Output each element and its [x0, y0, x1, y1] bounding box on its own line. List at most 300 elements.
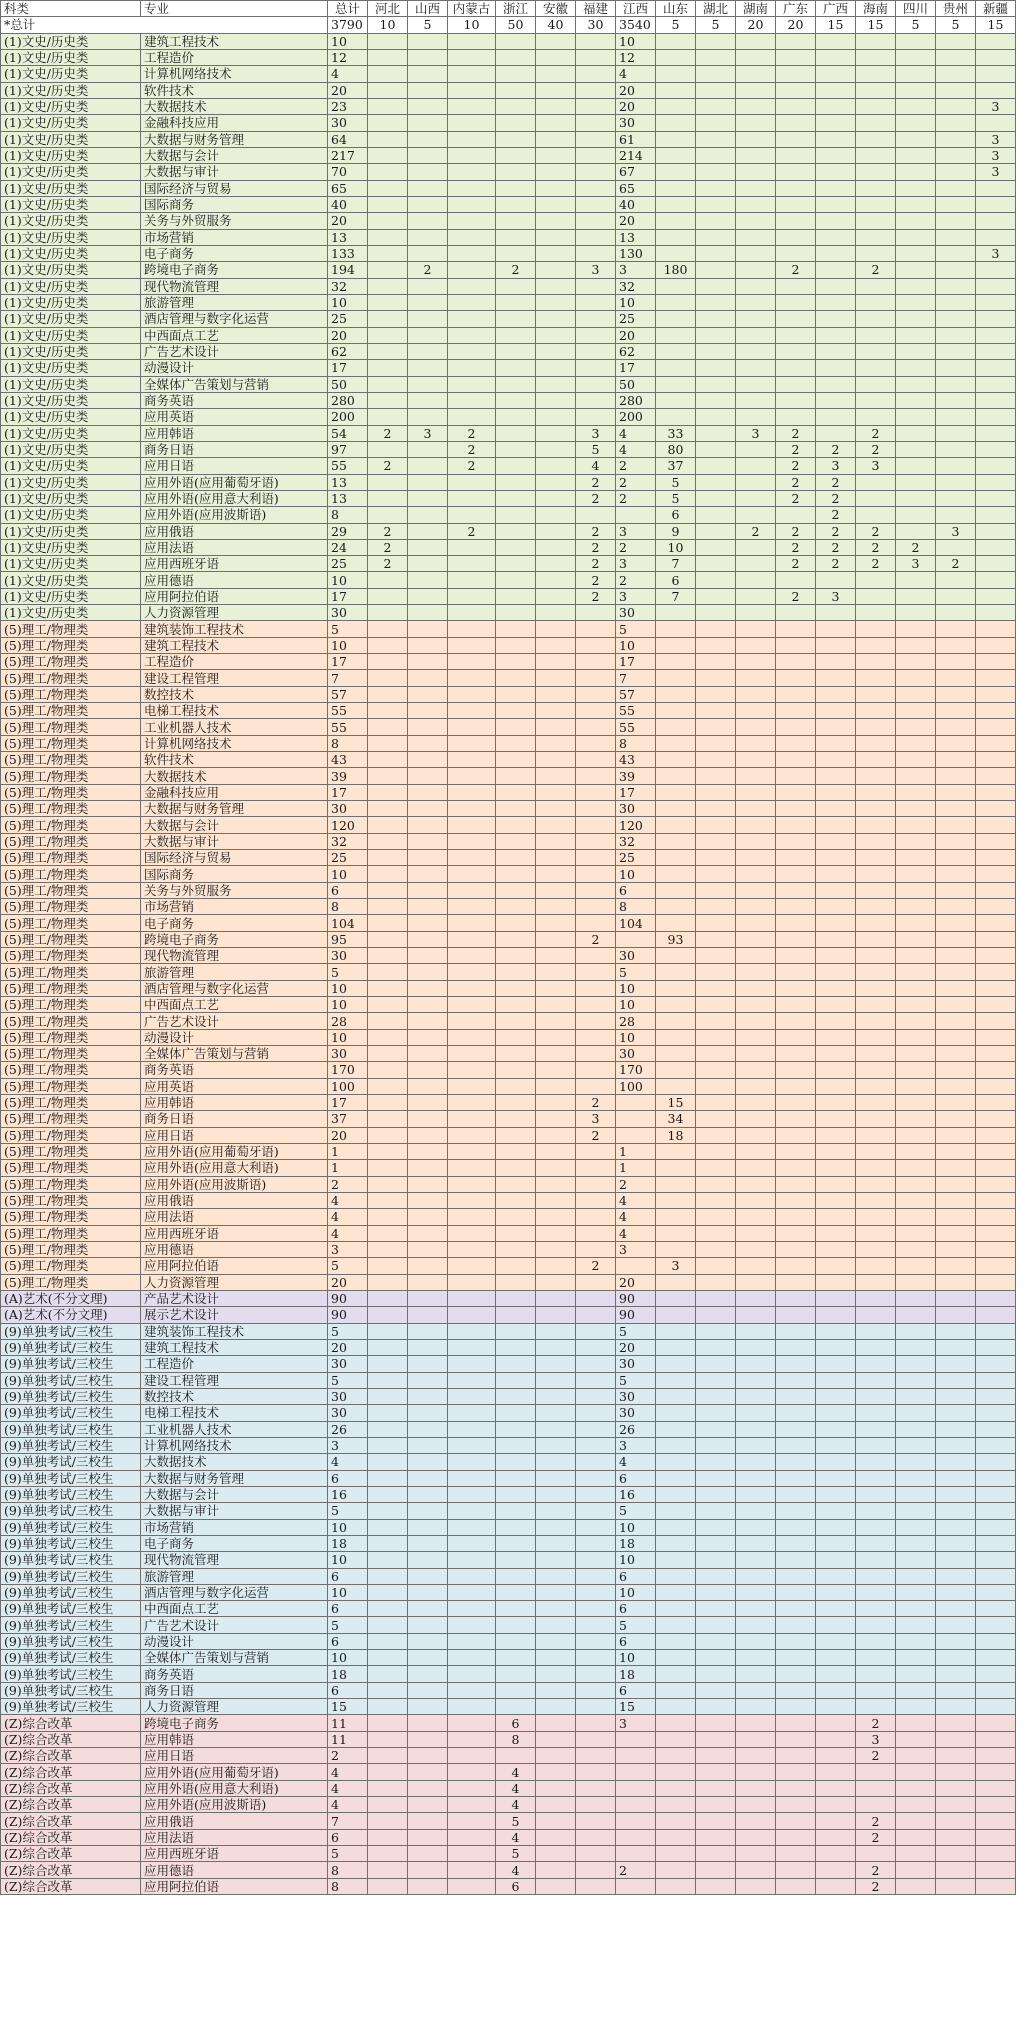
row-province-value	[408, 1127, 448, 1143]
row-province-value	[856, 1454, 896, 1470]
row-province-value	[976, 229, 1016, 245]
row-province-value	[896, 1029, 936, 1045]
row-province-value: 10	[616, 1029, 656, 1045]
row-province-value	[656, 278, 696, 294]
row-province-value	[816, 1127, 856, 1143]
row-major: 商务日语	[141, 1111, 328, 1127]
row-province-value	[896, 441, 936, 457]
row-province-value	[656, 1519, 696, 1535]
row-province-value	[408, 1797, 448, 1813]
row-province-value	[696, 1307, 736, 1323]
row-total: 57	[328, 686, 368, 702]
row-province-value	[696, 866, 736, 882]
row-province-value	[976, 1356, 1016, 1372]
row-category: (5)理工/物理类	[1, 1241, 141, 1257]
row-province-value: 10	[616, 980, 656, 996]
row-province-value	[896, 1601, 936, 1617]
row-major: 应用西班牙语	[141, 1846, 328, 1862]
row-province-value	[448, 1405, 496, 1421]
row-province-value	[448, 1046, 496, 1062]
row-province-value	[656, 686, 696, 702]
row-province-value	[896, 899, 936, 915]
row-province-value	[448, 621, 496, 637]
row-province-value	[656, 1682, 696, 1698]
row-province-value	[856, 180, 896, 196]
row-province-value	[736, 1862, 776, 1878]
row-province-value	[656, 82, 696, 98]
row-major: 应用德语	[141, 1862, 328, 1878]
row-province-value	[936, 1764, 976, 1780]
row-province-value	[576, 1503, 616, 1519]
row-province-value: 65	[616, 180, 656, 196]
row-province-value	[696, 1454, 736, 1470]
row-province-value	[816, 66, 856, 82]
row-province-value	[856, 360, 896, 376]
row-province-value	[576, 213, 616, 229]
row-total: 25	[328, 556, 368, 572]
row-province-value	[816, 360, 856, 376]
row-major: 商务英语	[141, 392, 328, 408]
row-province-value	[408, 1307, 448, 1323]
row-province-value: 20	[616, 213, 656, 229]
row-province-value	[536, 343, 576, 359]
row-major: 关务与外贸服务	[141, 882, 328, 898]
row-province-value	[936, 784, 976, 800]
row-province-value	[576, 1029, 616, 1045]
table-row	[1, 294, 1016, 310]
row-total: 17	[328, 654, 368, 670]
row-province-value: 39	[616, 768, 656, 784]
totals-label: *总计	[1, 17, 328, 33]
row-province-value	[776, 1209, 816, 1225]
row-province-value	[816, 1421, 856, 1437]
row-province-value: 2	[816, 539, 856, 555]
row-province-value	[448, 1699, 496, 1715]
row-province-value	[816, 1274, 856, 1290]
row-province-value	[496, 964, 536, 980]
row-major: 建筑工程技术	[141, 33, 328, 49]
table-row	[1, 1470, 1016, 1486]
row-province-value	[776, 1078, 816, 1094]
row-province-value: 2	[576, 1258, 616, 1274]
row-category: (9)单独考试/三校生	[1, 1519, 141, 1535]
row-province-value	[936, 1078, 976, 1094]
row-province-value: 3	[936, 523, 976, 539]
row-category: (1)文史/历史类	[1, 490, 141, 506]
row-province-value: 2	[448, 523, 496, 539]
row-province-value	[696, 392, 736, 408]
row-province-value	[576, 1192, 616, 1208]
row-province-value	[408, 1029, 448, 1045]
row-total: 4	[328, 1192, 368, 1208]
row-province-value	[448, 164, 496, 180]
row-major: 应用西班牙语	[141, 556, 328, 572]
row-province-value	[448, 1748, 496, 1764]
row-province-value	[656, 360, 696, 376]
row-province-value	[976, 1094, 1016, 1110]
row-total: 23	[328, 98, 368, 114]
row-province-value	[536, 1650, 576, 1666]
row-province-value	[448, 719, 496, 735]
row-province-value	[936, 441, 976, 457]
row-total: 20	[328, 1127, 368, 1143]
row-province-value	[736, 1405, 776, 1421]
row-province-value	[368, 1764, 408, 1780]
row-province-value	[696, 376, 736, 392]
row-province-value	[368, 768, 408, 784]
row-province-value	[736, 1731, 776, 1747]
row-province-value: 34	[656, 1111, 696, 1127]
row-province-value	[496, 539, 536, 555]
row-province-value	[936, 1307, 976, 1323]
row-province-value: 5	[616, 964, 656, 980]
table-row	[1, 1862, 1016, 1878]
row-total: 10	[328, 637, 368, 653]
row-province-value: 2	[856, 523, 896, 539]
row-province-value	[656, 409, 696, 425]
row-total: 170	[328, 1062, 368, 1078]
row-province-value	[856, 1225, 896, 1241]
row-major: 应用法语	[141, 1829, 328, 1845]
row-province-value	[936, 213, 976, 229]
row-total: 13	[328, 490, 368, 506]
row-province-value	[896, 1290, 936, 1306]
row-category: (5)理工/物理类	[1, 997, 141, 1013]
row-province-value	[976, 556, 1016, 572]
row-total: 6	[328, 882, 368, 898]
table-row	[1, 1715, 1016, 1731]
row-province-value	[816, 1339, 856, 1355]
row-province-value	[896, 1682, 936, 1698]
row-province-value	[496, 376, 536, 392]
row-province-value	[368, 752, 408, 768]
row-major: 应用阿拉伯语	[141, 588, 328, 604]
row-province-value	[816, 1111, 856, 1127]
row-province-value	[976, 1601, 1016, 1617]
row-province-value	[696, 719, 736, 735]
row-province-value: 2	[856, 1878, 896, 1894]
row-total: 104	[328, 915, 368, 931]
row-province-value	[896, 915, 936, 931]
row-province-value	[656, 1584, 696, 1600]
table-row	[1, 1535, 1016, 1551]
row-province-value	[576, 1650, 616, 1666]
row-province-value	[536, 556, 576, 572]
row-province-value	[816, 33, 856, 49]
row-province-value	[448, 768, 496, 784]
row-province-value	[656, 1437, 696, 1453]
row-province-value	[816, 1258, 856, 1274]
row-province-value: 40	[616, 196, 656, 212]
row-province-value	[448, 670, 496, 686]
row-province-value	[696, 1601, 736, 1617]
row-province-value	[368, 1846, 408, 1862]
row-province-value: 6	[616, 1470, 656, 1486]
table-row	[1, 1568, 1016, 1584]
row-category: (5)理工/物理类	[1, 784, 141, 800]
table-row	[1, 1878, 1016, 1894]
row-province-value	[976, 82, 1016, 98]
row-total: 8	[328, 1862, 368, 1878]
row-province-value	[856, 507, 896, 523]
row-province-value: 2	[856, 441, 896, 457]
row-province-value	[936, 1290, 976, 1306]
row-province-value: 25	[616, 850, 656, 866]
row-province-value	[536, 376, 576, 392]
row-province-value	[976, 343, 1016, 359]
row-province-value	[576, 1307, 616, 1323]
row-province-value	[368, 964, 408, 980]
row-province-value	[816, 1160, 856, 1176]
row-province-value	[776, 1568, 816, 1584]
row-category: (9)单独考试/三校生	[1, 1584, 141, 1600]
row-province-value	[656, 1715, 696, 1731]
row-province-value	[448, 1846, 496, 1862]
row-province-value	[816, 1225, 856, 1241]
row-province-value	[496, 735, 536, 751]
row-province-value	[856, 997, 896, 1013]
row-province-value	[408, 1633, 448, 1649]
row-province-value	[448, 311, 496, 327]
header-province: 山西	[408, 1, 448, 17]
row-province-value	[936, 817, 976, 833]
row-province-value: 20	[616, 98, 656, 114]
row-category: (1)文史/历史类	[1, 605, 141, 621]
row-category: (5)理工/物理类	[1, 1274, 141, 1290]
row-total: 4	[328, 1454, 368, 1470]
row-total: 13	[328, 474, 368, 490]
row-province-value	[696, 556, 736, 572]
row-province-value: 8	[496, 1731, 536, 1747]
row-province-value	[496, 147, 536, 163]
row-province-value	[816, 915, 856, 931]
row-province-value	[448, 605, 496, 621]
row-province-value	[696, 1078, 736, 1094]
table-row	[1, 376, 1016, 392]
row-province-value	[776, 1388, 816, 1404]
row-province-value: 2	[816, 556, 856, 572]
row-province-value	[896, 1519, 936, 1535]
row-province-value: 2	[856, 1862, 896, 1878]
row-province-value	[976, 1568, 1016, 1584]
row-province-value	[368, 196, 408, 212]
row-province-value	[496, 1568, 536, 1584]
row-province-value	[536, 115, 576, 131]
row-province-value	[448, 801, 496, 817]
row-category: (9)单独考试/三校生	[1, 1650, 141, 1666]
row-province-value	[736, 1176, 776, 1192]
row-province-value	[368, 1062, 408, 1078]
row-province-value	[368, 1682, 408, 1698]
row-province-value	[776, 1421, 816, 1437]
row-province-value	[496, 1307, 536, 1323]
row-province-value	[936, 1160, 976, 1176]
row-province-value	[408, 1094, 448, 1110]
row-province-value	[896, 147, 936, 163]
row-province-value: 3	[976, 245, 1016, 261]
header-category: 科类	[1, 1, 141, 17]
row-province-value	[408, 1013, 448, 1029]
header-province: 山东	[656, 1, 696, 17]
row-province-value	[976, 735, 1016, 751]
row-province-value	[936, 670, 976, 686]
row-major: 数控技术	[141, 686, 328, 702]
row-province-value	[736, 262, 776, 278]
row-province-value	[576, 1748, 616, 1764]
row-province-value	[936, 1029, 976, 1045]
row-province-value: 2	[576, 523, 616, 539]
row-province-value	[656, 1143, 696, 1159]
row-province-value	[408, 131, 448, 147]
row-major: 软件技术	[141, 82, 328, 98]
row-total: 18	[328, 1535, 368, 1551]
row-category: (9)单独考试/三校生	[1, 1633, 141, 1649]
row-province-value	[656, 1192, 696, 1208]
row-province-value	[856, 572, 896, 588]
row-province-value: 20	[616, 82, 656, 98]
row-province-value: 2	[448, 458, 496, 474]
row-major: 应用日语	[141, 458, 328, 474]
row-major: 应用外语(应用波斯语)	[141, 1176, 328, 1192]
row-province-value	[816, 196, 856, 212]
row-province-value	[448, 115, 496, 131]
row-province-value	[936, 1437, 976, 1453]
row-province-value	[408, 1192, 448, 1208]
row-province-value	[408, 376, 448, 392]
row-category: (1)文史/历史类	[1, 82, 141, 98]
row-province-value	[536, 1372, 576, 1388]
row-province-value	[496, 1094, 536, 1110]
row-province-value	[696, 1846, 736, 1862]
row-province-value	[408, 1258, 448, 1274]
row-province-value	[368, 1797, 408, 1813]
row-province-value	[368, 1356, 408, 1372]
row-major: 电梯工程技术	[141, 703, 328, 719]
row-province-value	[776, 899, 816, 915]
row-province-value: 2	[616, 458, 656, 474]
table-row	[1, 1601, 1016, 1617]
row-province-value	[448, 507, 496, 523]
row-province-value: 4	[496, 1862, 536, 1878]
row-province-value	[368, 654, 408, 670]
row-province-value	[816, 670, 856, 686]
row-total: 133	[328, 245, 368, 261]
table-row	[1, 1829, 1016, 1845]
row-province-value	[576, 1486, 616, 1502]
row-province-value	[696, 654, 736, 670]
row-province-value	[408, 360, 448, 376]
row-province-value	[696, 1829, 736, 1845]
row-category: (5)理工/物理类	[1, 980, 141, 996]
row-total: 90	[328, 1307, 368, 1323]
row-province-value	[448, 1519, 496, 1535]
row-province-value: 28	[616, 1013, 656, 1029]
table-row	[1, 1682, 1016, 1698]
row-province-value	[976, 1225, 1016, 1241]
table-row	[1, 1617, 1016, 1633]
row-province-value	[368, 899, 408, 915]
row-province-value	[536, 1013, 576, 1029]
row-province-value	[976, 1307, 1016, 1323]
row-major: 电梯工程技术	[141, 1405, 328, 1421]
row-province-value	[856, 1405, 896, 1421]
row-province-value	[736, 1388, 776, 1404]
row-province-value	[936, 637, 976, 653]
row-province-value: 9	[656, 523, 696, 539]
row-province-value	[736, 1715, 776, 1731]
row-province-value	[776, 980, 816, 996]
row-province-value	[976, 327, 1016, 343]
row-province-value	[976, 294, 1016, 310]
row-major: 国际经济与贸易	[141, 180, 328, 196]
row-province-value	[696, 605, 736, 621]
row-province-value	[896, 1111, 936, 1127]
row-province-value	[896, 1666, 936, 1682]
row-province-value	[976, 213, 1016, 229]
row-province-value	[976, 866, 1016, 882]
row-province-value	[896, 262, 936, 278]
row-province-value	[408, 66, 448, 82]
row-province-value	[656, 1062, 696, 1078]
row-total: 17	[328, 784, 368, 800]
row-province-value	[696, 1225, 736, 1241]
row-province-value	[816, 1356, 856, 1372]
row-province-value	[936, 1209, 976, 1225]
row-province-value	[368, 98, 408, 114]
row-major: 广告艺术设计	[141, 343, 328, 359]
row-province-value	[656, 1405, 696, 1421]
row-province-value: 10	[656, 539, 696, 555]
row-total: 50	[328, 376, 368, 392]
row-province-value	[408, 180, 448, 196]
row-province-value	[496, 343, 536, 359]
row-province-value	[496, 458, 536, 474]
row-major: 应用韩语	[141, 425, 328, 441]
row-province-value	[576, 621, 616, 637]
row-province-value	[368, 817, 408, 833]
row-province-value	[736, 1633, 776, 1649]
row-province-value	[496, 1699, 536, 1715]
row-major: 应用外语(应用波斯语)	[141, 507, 328, 523]
row-province-value	[496, 784, 536, 800]
row-province-value	[896, 1878, 936, 1894]
row-province-value	[816, 49, 856, 65]
table-row	[1, 1699, 1016, 1715]
row-province-value	[408, 899, 448, 915]
row-province-value	[896, 311, 936, 327]
row-province-value	[408, 1666, 448, 1682]
row-major: 商务日语	[141, 441, 328, 457]
row-province-value	[536, 1862, 576, 1878]
row-province-value	[856, 1241, 896, 1257]
row-province-value	[576, 1780, 616, 1796]
row-province-value	[368, 262, 408, 278]
row-province-value	[776, 1715, 816, 1731]
row-province-value	[656, 899, 696, 915]
table-row	[1, 931, 1016, 947]
row-province-value	[936, 605, 976, 621]
row-total: 10	[328, 1650, 368, 1666]
row-province-value	[736, 1601, 776, 1617]
row-province-value: 7	[656, 588, 696, 604]
row-province-value	[856, 147, 896, 163]
row-province-value	[448, 1470, 496, 1486]
row-province-value	[408, 98, 448, 114]
row-total: 10	[328, 1519, 368, 1535]
row-province-value	[496, 588, 536, 604]
row-category: (1)文史/历史类	[1, 164, 141, 180]
row-province-value	[496, 1421, 536, 1437]
